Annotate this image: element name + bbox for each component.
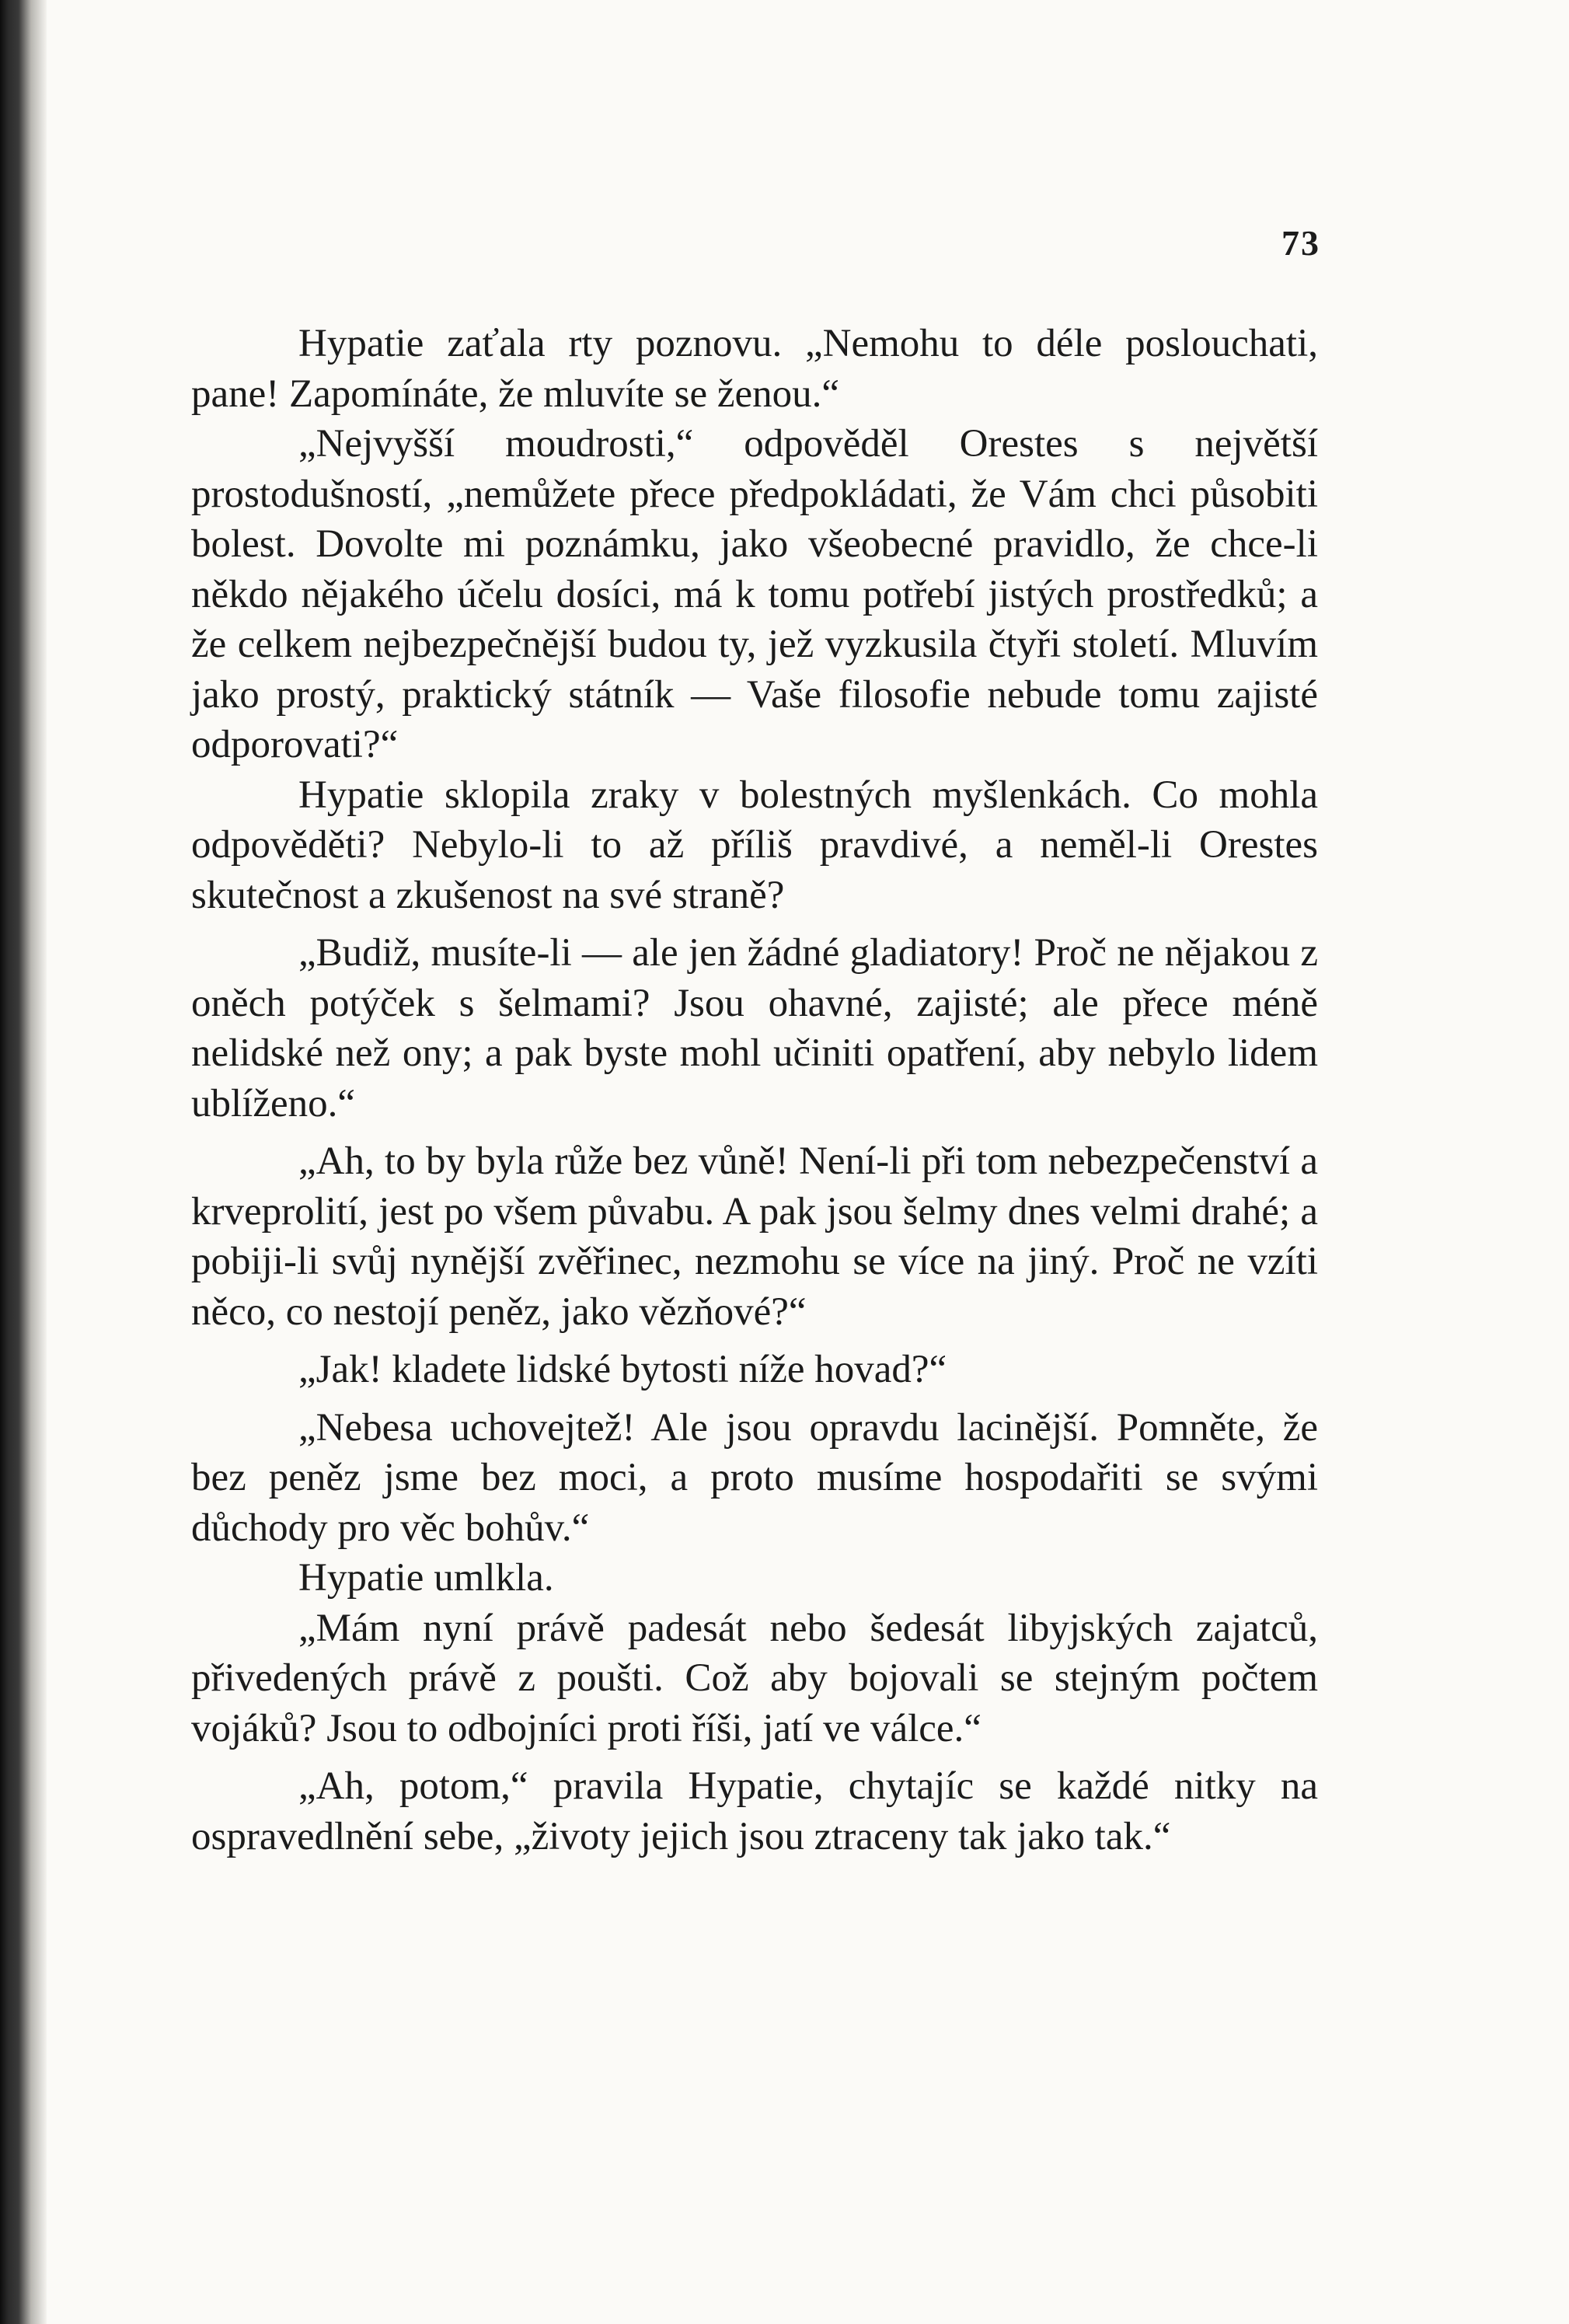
paragraph: „Nejvyšší moudrosti,“ odpověděl Orestes s největší prostodušností, „nemůžete přece předpokládati, že Vám chci působiti bolest. Dovolte mi poznámku, jako všeobecné pravidlo, že chce-li někdo nějakého účelu dosíci, má k tomu potřebí jistých prostředků; a že celkem nejbezpečnější budou ty, jež vyzkusila čtyři století. Mluvím jako prostý, praktický státník — Vaše filosofie nebude tomu zajisté odporovati?“ [191,422,1318,766]
page-number: 73 [1281,223,1320,263]
paragraph: Hypatie sklopila zraky v bolestných myšlenkách. Co mohla odpověděti? Nebylo-li to až příliš pravdivé, a neměl-li Orestes skutečnost a zkušenost na své straně? [191,773,1318,917]
paragraph: „Ah, to by byla růže bez vůně! Není-li při tom nebezpečenství a krveprolití, jest po všem půvabu. A pak jsou šelmy dnes velmi drahé; a pobiji-li svůj nynější zvěřinec, nezmohu se více na jiný. Proč ne vzíti něco, co nestojí peněz, jako vězňové?“ [191,1139,1318,1334]
paragraph: Hypatie zaťala rty poznovu. „Nemohu to déle poslouchati, pane! Zapomínáte, že mluvíte se ženou.“ [191,322,1318,416]
paragraph: „Jak! kladete lidské bytosti níže hovad?“ [298,1348,947,1391]
paragraph: Hypatie umlkla. [298,1556,554,1600]
book-binding-edge [0,0,47,2324]
paragraph: „Budiž, musíte-li — ale jen žádné gladiatory! Proč ne nějakou z oněch potýček s šelmami? Jsou ohavné, zajisté; ale přece méně nelidské než ony; a pak byste mohl učiniti opatření, aby nebylo lidem ublíženo.“ [191,931,1318,1125]
body-text [191,319,1318,1862]
paragraph: „Mám nyní právě padesát nebo šedesát libyjských zajatců, přivedených právě z poušti. Což aby bojovali se stejným počtem vojáků? Jsou to odbojníci proti říši, jatí ve válce.“ [191,1606,1318,1750]
paragraph: „Nebesa uchovejtež! Ale jsou opravdu lacinější. Pomněte, že bez peněz jsme bez moci, a proto musíme hospodařiti se svými důchody pro věc bohův.“ [191,1405,1318,1550]
paragraph: „Ah, potom,“ pravila Hypatie, chytajíc se každé nitky na ospravedlnění sebe, „životy jejich jsou ztraceny tak jako tak.“ [191,1764,1318,1858]
